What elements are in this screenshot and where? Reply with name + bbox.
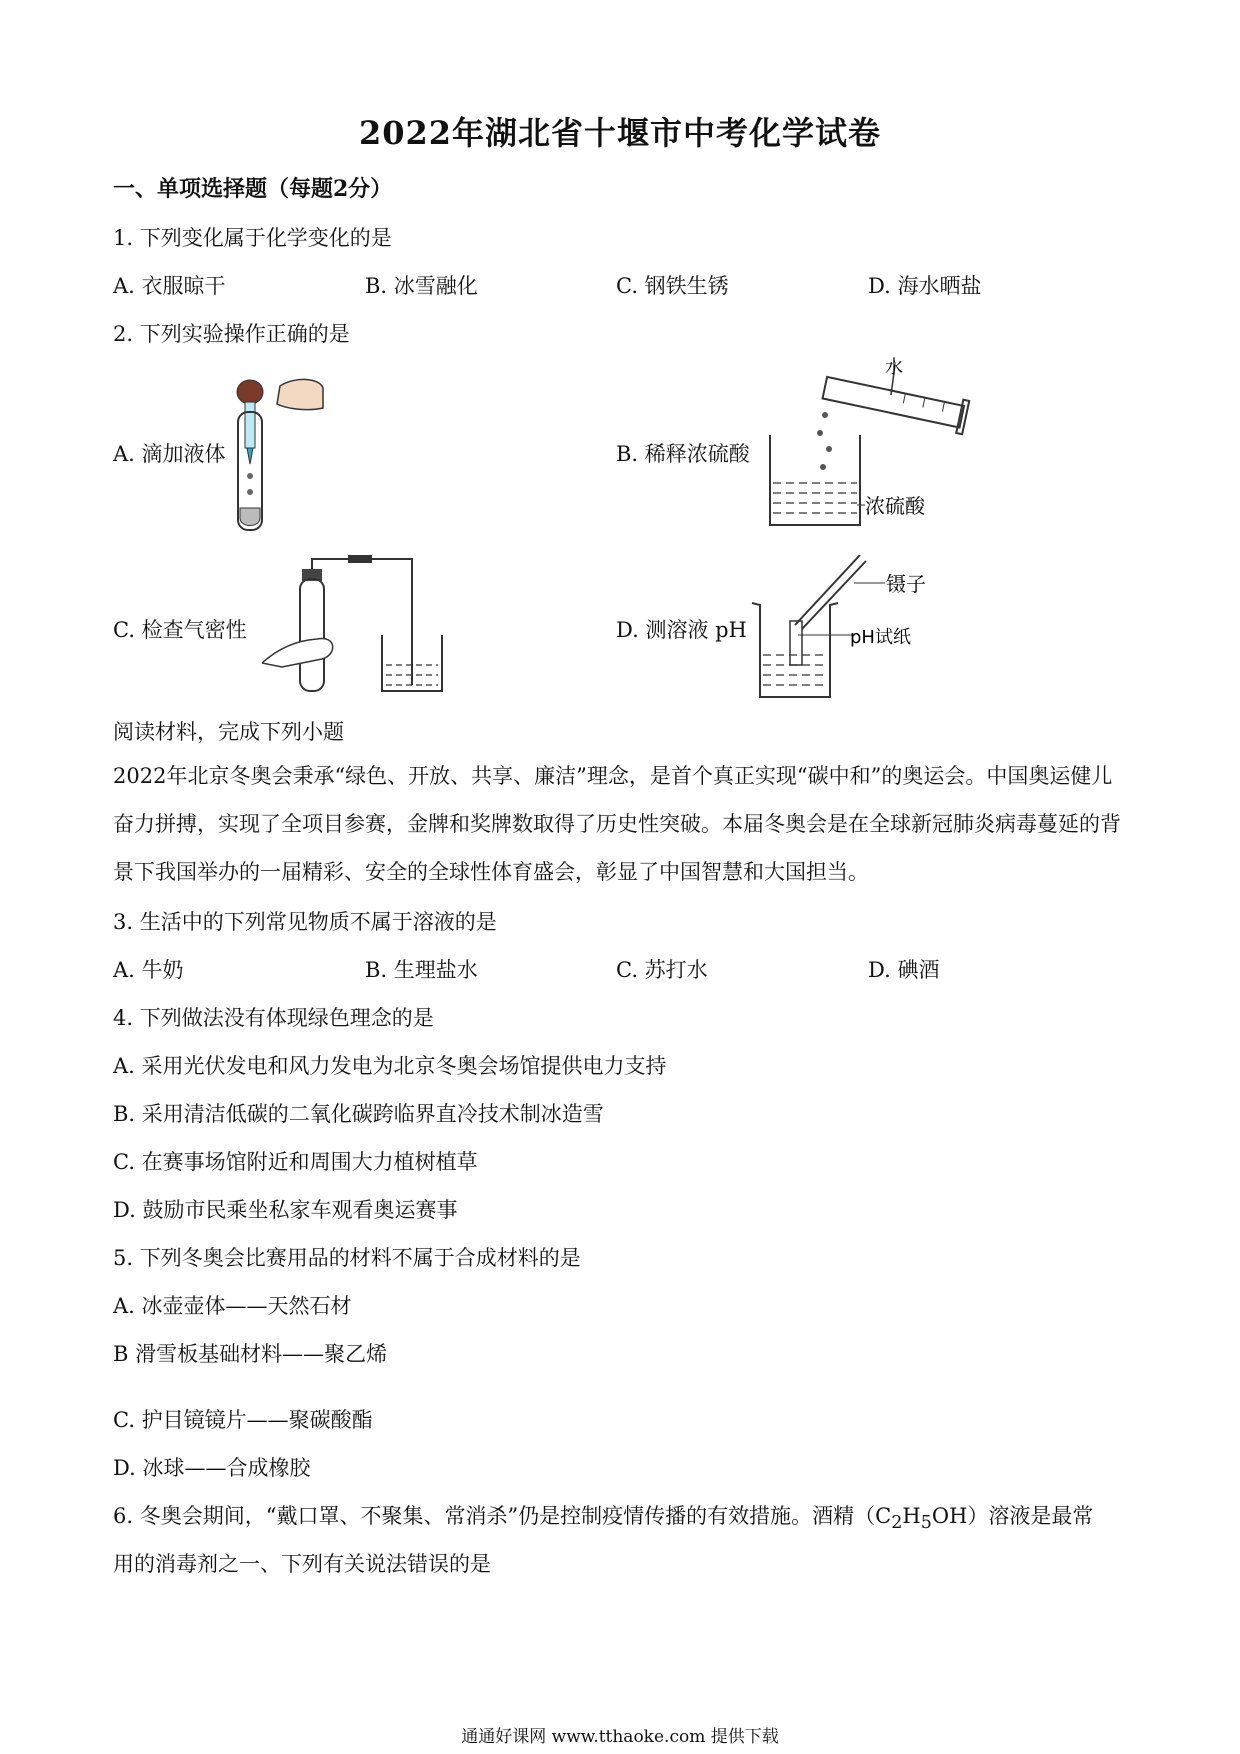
q5-option-b: B 滑雪板基础材料——聚乙烯: [113, 1342, 388, 1366]
question-5-stem: 5. 下列冬奥会比赛用品的材料不属于合成材料的是: [113, 1246, 581, 1270]
tweezers-label: 镊子: [886, 572, 926, 596]
q3-option-a: A. 牛奶: [113, 958, 184, 982]
q6-sub-2: 5: [920, 1513, 932, 1534]
q5-option-c: C. 护目镜镜片——聚碳酸酯: [113, 1408, 373, 1432]
q2-option-d: D. 测溶液 pH: [616, 618, 747, 642]
ph-paper-label: pH试纸: [850, 627, 911, 648]
reading-intro: 阅读材料，完成下列小题: [113, 720, 344, 744]
question-2-stem: 2. 下列实验操作正确的是: [113, 322, 350, 346]
section-heading: 一、单项选择题（每题2分）: [113, 176, 393, 202]
q4-option-a: A. 采用光伏发电和风力发电为北京冬奥会场馆提供电力支持: [113, 1054, 667, 1078]
q2-option-a: A. 滴加液体: [113, 442, 226, 466]
q3-option-c: C. 苏打水: [616, 958, 708, 982]
airtightness-figure: [262, 555, 462, 700]
q2-option-c: C. 检查气密性: [113, 618, 247, 642]
q1-option-a: A. 衣服晾干: [113, 274, 226, 298]
q5-option-d: D. 冰球——合成橡胶: [113, 1456, 311, 1480]
dilution-figure: [765, 355, 985, 545]
q5-option-a: A. 冰壶壶体——天然石材: [113, 1294, 352, 1318]
question-6-stem-line2: 用的消毒剂之一、下列有关说法错误的是: [113, 1552, 491, 1576]
q3-option-d: D. 碘酒: [868, 958, 940, 982]
q6-text-2: OH）溶液是最常: [931, 1504, 1094, 1528]
q6-text-h: H: [902, 1504, 921, 1528]
q2-option-b: B. 稀释浓硫酸: [616, 442, 750, 466]
q1-option-c: C. 钢铁生锈: [616, 274, 729, 298]
q4-option-d: D. 鼓励市民乘坐私家车观看奥运赛事: [113, 1198, 458, 1222]
q4-option-b: B. 采用清洁低碳的二氧化碳跨临界直冷技术制冰造雪: [113, 1102, 604, 1126]
question-1-stem: 1. 下列变化属于化学变化的是: [113, 226, 392, 250]
q4-option-c: C. 在赛事场馆附近和周围大力植树植草: [113, 1150, 478, 1174]
q3-option-b: B. 生理盐水: [365, 958, 478, 982]
water-label: 水: [885, 357, 903, 378]
q1-option-b: B. 冰雪融化: [365, 274, 478, 298]
question-4-stem: 4. 下列做法没有体现绿色理念的是: [113, 1006, 434, 1030]
question-3-stem: 3. 生活中的下列常见物质不属于溶液的是: [113, 910, 497, 934]
question-6-stem: [113, 1500, 1093, 1533]
q6-sub-1: 2: [891, 1513, 903, 1534]
ph-test-figure: [750, 555, 970, 710]
page-footer: 通通好课网 www.tthaoke.com 提供下载: [461, 1727, 779, 1747]
page-title: 2022年湖北省十堰市中考化学试卷: [358, 114, 882, 152]
acid-label: 浓硫酸: [865, 494, 925, 518]
q1-option-d: D. 海水晒盐: [868, 274, 982, 298]
dropper-figure: [225, 368, 325, 538]
q6-text-1: 6. 冬奥会期间，“戴口罩、不聚集、常消杀”仍是控制疫情传播的有效措施。酒精（C: [113, 1504, 892, 1528]
reading-passage: 2022年北京冬奥会秉承“绿色、开放、共享、廉洁”理念，是首个真正实现“碳中和”的奥运会。中国奥运健儿奋力拼搏，实现了全项目参赛，金牌和奖牌数取得了历史性突破。本届冬奥会是在全球新冠肺炎病毒蔓延的背景下我国举办的一届精彩、安全的全球性体育盛会，彰显了中国智慧和大国担当。: [113, 764, 1121, 884]
